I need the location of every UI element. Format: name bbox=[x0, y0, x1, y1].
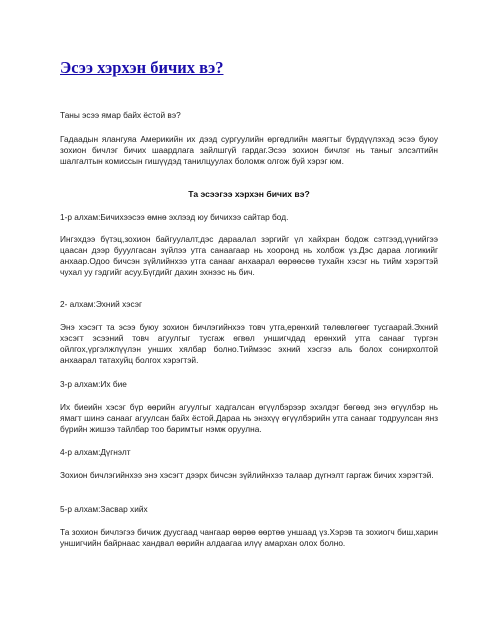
document-title[interactable]: Эсээ хэрхэн бичих вэ? bbox=[60, 58, 224, 77]
step-2-body: Энэ хэсэгт та эсээ буюу зохион бичлэгийнхээ товч утга,ерөнхий төлөвлөгөөг тусгаарай.Эхний хэсэгт эсээний товч агуулгыг тусгаж өгвөл уншигчдад ерөнхий утга санааг түргэн ойлгох,үргэлжлүүлэн унших хялбар болно.Тиймээс эхний хэсгээ аль болох сонирхолтой анхаарал татахуйц болгох хэрэгтэй. bbox=[60, 322, 438, 366]
step-1-heading: 1-р алхам:Бичихээсээ өмнө эхлээд юу бичихээ сайтар бод. bbox=[60, 212, 289, 222]
step-3-heading: 3-р алхам:Их бие bbox=[60, 379, 127, 389]
step-3-body: Их биеийн хэсэг бүр өөрийн агуулгыг хадгалсан өгүүлбэрээр эхэлдэг бөгөөд энэ өгүүлбэр нь ямагт шинэ санааг агуулсан байх ёстой.Дараа нь энэхүү өгүүлбэрийн утга санааг тодруулсан янз бүрийн жишээ тайлбар тоо баримтыг нэмж оруулна. bbox=[60, 402, 438, 435]
step-4-body: Зохион бичлэгийнхээ энэ хэсэгт дээрх бичсэн зүйлийнхээ талаар дүгнэлт гаргаж бичих хэрэгтэй. bbox=[60, 470, 434, 480]
step-5-heading: 5-р алхам:Засвар хийх bbox=[60, 504, 148, 514]
section-heading: Та эсээгээ хэрхэн бичих вэ? bbox=[188, 189, 310, 199]
intro-question: Таны эсээ ямар байх ёстой вэ? bbox=[60, 110, 181, 120]
step-1-body: Ингэхдээ бүтэц,зохион байгуулалт,дэс дараалал зэргийг үл хайхран бодож сэтгээд,үүнийгээ цаасан дээр бууулгасан зүйлээ утга санаагаар нь хооронд нь холбож үз.Дэс дараа логикийг анхаар.Одоо бичсэн зүйлийнхээ утга санааг анхаарал өөрөөсөө тухайн хэсэг нь тийм хэрэгтэй чухал уу гэдгийг асуу.Бүгдийг дахин эхнээс нь бич. bbox=[60, 234, 438, 278]
step-4-heading: 4-р алхам:Дүгнэлт bbox=[60, 447, 131, 457]
intro-paragraph: Гадаадын ялангуяа Америкийн их дээд сургуулийн өргөдлийн маягтыг бүрдүүлэхэд эсээ буюу зохион бичлэг бичих шаардлага зайлшгүй гардаг.Эсээ зохион бичлэг нь таныг элсэлтийн шалгалтын комиссын гишүүдэд танилцуулах боломж олгож буй хэрэг юм. bbox=[60, 134, 438, 167]
step-5-body: Та зохион бичлэгээ бичиж дуусгаад чангаар өөрөө өөртөө уншаад үз.Хэрэв та зохиогч биш,харин уншигчийн байрнаас хандвал өөрийн алдаагаа илүү амархан олох болно. bbox=[60, 527, 438, 549]
step-2-heading: 2- алхам:Эхний хэсэг bbox=[60, 299, 142, 309]
